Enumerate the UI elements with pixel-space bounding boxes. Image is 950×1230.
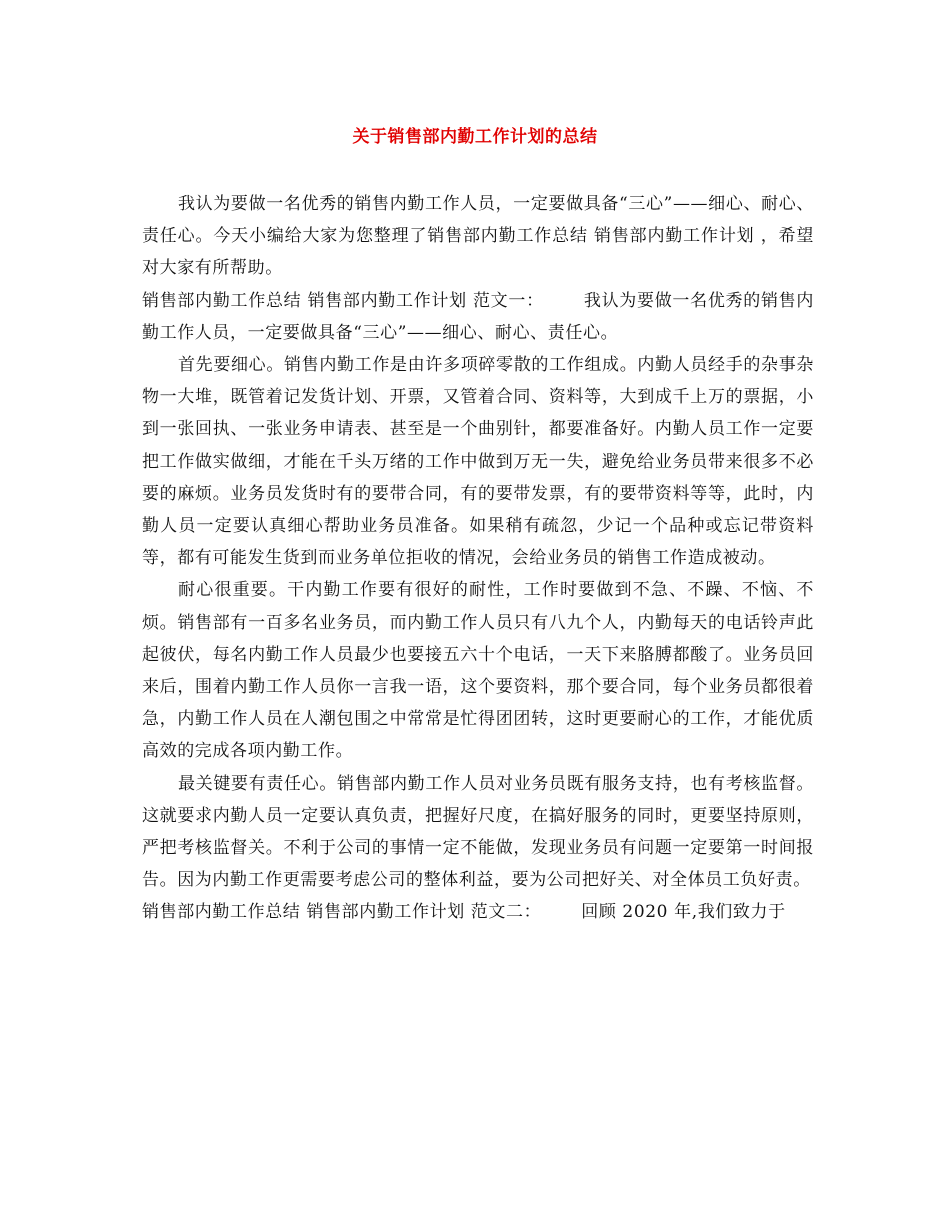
responsibility-paragraph: 最关键要有责任心。销售部内勤工作人员对业务员既有服务支持，也有考核监督。这就要求内勤人员一定要认真负责，把握好尺度，在搞好服务的同时，更要坚持原则，严把考核监督关。不利于公司的事情一定不能做，发现业务员有问题一定要第一时间报告。因为内勤工作更需要考虑公司的整体利益，要为公司把好关、对全体员工负好责。: [142, 773, 814, 891]
careful-paragraph: 首先要细心。销售内勤工作是由许多项碎零散的工作组成。内勤人员经手的杂事杂物一大堆，既管着记发货计划、开票，又管着合同、资料等，大到成千上万的票据，小到一张回执、一张业务申请表、甚至是一个曲别针，都要准备好。内勤人员工作一定要把工作做实做细，才能在千头万绪的工作中做到万无一失，避免给业务员带来很多不必要的麻烦。业务员发货时有的要带合同，有的要带发票，有的要带资料等等，此时，内勤人员一定要认真细心帮助业务员准备。如果稍有疏忽，少记一个品种或忘记带资料等，都有可能发生货到而业务单位拒收的情况，会给业务员的销售工作造成被动。: [142, 355, 814, 569]
sample-one-paragraph: [142, 285, 814, 349]
document-title: 关于销售部内勤工作计划的总结: [352, 127, 598, 147]
sample-two-heading: 销售部内勤工作总结 销售部内勤工作计划 范文二：: [142, 902, 542, 923]
intro-paragraph: 我认为要做一名优秀的销售内勤工作人员，一定要做具备“三心”——细心、耐心、责任心。今天小编给大家为您整理了销售部内勤工作总结 销售部内勤工作计划 ，希望对大家有所帮助。: [142, 194, 814, 279]
sample-two-paragraph: [142, 896, 814, 928]
sample-two-lead: 回顾 2020 年,我们致力于: [581, 902, 786, 923]
patience-paragraph: 耐心很重要。干内勤工作要有很好的耐性，工作时要做到不急、不躁、不恼、不烦。销售部有一百多名业务员，而内勤工作人员只有八九个人，内勤每天的电话铃声此起彼伏，每名内勤工作人员最少也要接五六十个电话，一天下来胳膊都酸了。业务员回来后，围着内勤工作人员你一言我一语，这个要资料，那个要合同，每个业务员都很着急，内勤工作人员在人潮包围之中常常是忙得团团转，这时更要耐心的工作，才能优质高效的完成各项内勤工作。: [142, 580, 814, 762]
document-body: [142, 188, 814, 929]
sample-one-heading: 销售部内勤工作总结 销售部内勤工作计划 范文一：: [142, 290, 544, 311]
sample-one-lead: 我认为要做一名优秀的销售内勤工作人员，一定要做具备“三心”——细心、耐心、责任心。: [142, 290, 814, 343]
